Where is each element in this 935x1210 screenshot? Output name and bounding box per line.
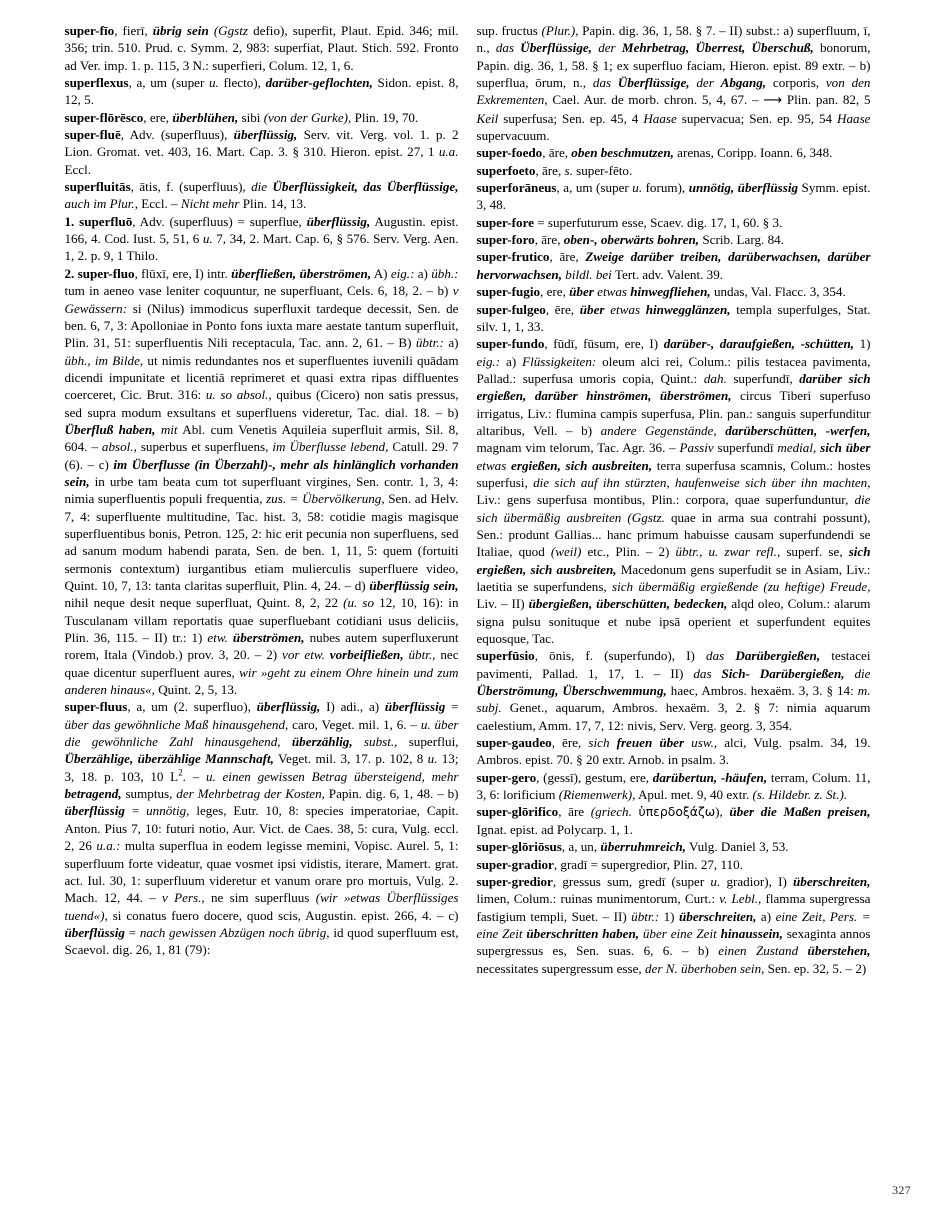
headword: super-fīo — [64, 23, 115, 38]
dictionary-entry: super-fore = superfuturum esse, Scaev. dig. 17, 1, 60. § 3. — [476, 214, 783, 230]
headword: super-fore — [476, 214, 534, 230]
headword: super-fluē — [64, 127, 121, 143]
dictionary-entry: superfluitās, ātis, f. (superfluus), die Überflüssigkeit, das Überflüssige, auch im Plur., Eccl. – Nicht mehr Plin. 14, 13. — [64, 179, 459, 212]
headword: super-gradior — [476, 856, 554, 872]
headword: superforāneus — [476, 180, 557, 196]
headword: super-flōrēsco — [64, 109, 144, 125]
headword: superfoeto — [476, 162, 536, 178]
dictionary-entry-continuation: sup. fructus (Plur.), Papin. dig. 36, 1, 58. § 7. – II) subst.: a) superfluum, ī, n., das Überflüssige, der Mehrbetrag, Überrest, Überschuß, bonorum, Papin. dig. 36, 1, 58. § 1; ex superfluo faciam, Hieron. epist. 89 extr. – b) superflua, ōrum, n., das Überflüssige, der Abgang, corporis, von den Exkrementen, Cael. Aur. de morb. chron. 5, 4, 67. – ⟶ Plin. pan. 82, 5 Keil superfusa; Sen. ep. 45, 4 Haase supervacua; Sen. ep. 95, 54 Haase supervacuum. — [476, 23, 871, 144]
dictionary-entry: super-fluē, Adv. (superfluus), überflüssig, Serv. vit. Verg. vol. 1. p. 2 Lion. Gromat. vet. 403, 16. Mart. Cap. 3. § 310. Hieron. epist. 27, 1 u.a. Eccl. — [64, 127, 459, 177]
dictionary-entry: super-flōrēsco, ere, überblühen, sibi (von der Gurke), Plin. 19, 70. — [64, 109, 419, 125]
dictionary-entry: superfūsio, ōnis, f. (superfundo), I) das Darübergießen, testacei pavimenti, Pallad. 1, 17, 1. – II) das Sich- Darübergießen, die Überströmung, Überschwemmung, haec, Ambros. hexaëm. 3, 3. § 14: m. subj. Genet., aquarum, Ambros. hexaëm. 3, 2. § 7: nimia aquarum caelestium, Amm. 17, 7, 12: nivis, Serv. Verg. georg. 3, 354. — [476, 648, 871, 733]
dictionary-entry: super-fulgeo, ēre, über etwas hinwegglänzen, templa superfulges, Stat. silv. 1, 1, 33. — [476, 301, 871, 334]
headword: super-fugio — [476, 284, 541, 300]
dictionary-entry: superfoeto, āre, s. super-fēto. — [476, 162, 633, 178]
dictionary-entry: super-fīo, fierī, übrig sein (Ggstz defio), superfit, Plaut. Epid. 346; mil. 356; trin. 510. Prud. c. Symm. 2, 983: superfiat, Plaut. Stich. 592. Fronto ad Ver. imp. 1. p. 115, 3 N.: superfieri, Colum. 12, 1, 6. — [64, 23, 459, 73]
page-number: 327 — [892, 1183, 911, 1197]
headword: superflexus — [64, 75, 129, 91]
dictionary-entry: super-foedo, āre, oben beschmutzen, arenas, Coripp. Ioann. 6, 348. — [476, 145, 833, 161]
dictionary-entry: super-glōrifico, āre (griech. ὑπερδοξάζω), über die Maßen preisen, Ignat. epist. ad Polycarp. 1, 1. — [476, 804, 871, 837]
headword: super-frutico — [476, 249, 550, 265]
dictionary-entry: super-fundo, fūdī, fūsum, ere, I) darüber-, daraufgießen, -schütten, 1) eig.: a) Flüssigkeiten: oleum alci rei, Colum.: pilis testacea pavimenta, Pallad.: superfusa umoris copia, Quint.: dah. superfundī, darüber sich ergießen, darüber hinströmen, überströmen, circus Tiberi superfuso irrigatus, Liv.: flumina campis superfusa, Plin. pan.: sanguis superfunditur altaribus, Vell. – b) andere Gegenstände, darüberschütten, -werfen, magnam vim telorum, Tac. Agr. 36. – Passiv superfundī medial, sich über etwas ergießen, sich ausbreiten, terra superfusa scamnis, Colum.: hostes superfusi, die sich auf ihn stürzten, haufenweise sich über ihn machten, Liv.: gens superfusa montibus, Plin.: corpora, quae superfunduntur, die sich übermäßig ausbreiten (Ggstz. quae in arma sua contrahi possunt), Sen.: produnt Gallias... hanc primum habuisse causam superfundendi se Italiae, quod (weil) etc., Plin. – 2) übtr., u. zwar refl., superf. se, sich ergießen, sich ausbreiten, Macedonum gens superfudit se in Asiam, Liv.: laetitia se superfundens, sich übermäßig ergießende (zu heftige) Freude, Liv. – II) übergießen, überschütten, bedecken, alqd oleo, Colum.: alarum signa pulsu sonituque et nube ipsā operient et superfundent equites equosque, Tac. — [476, 336, 871, 647]
headword: super-gredior — [476, 873, 553, 889]
dictionary-entry: super-fluus, a, um (2. superfluo), überflüssig, I) adi., a) überflüssig = über das gewöhnliche Maß hinausgehend, caro, Veget. mil. 1, 6. – u. über die gewöhnliche Zahl hinausgehend, überzählig, subst., superflui, Überzählige, überzählige Mannschaft, Veget. mil. 3, 17. p. 102, 8 u. 13; 3, 18. p. 103, 10 $L^2$. – u. einen gewissen Betrag übersteigend, mehr betragend, sumptus, der Mehrbetrag der Kosten, Papin. dig. 6, 1, 48. – b) überflüssig = unnötig, leges, Eutr. 10, 8: species imperatoriae, Capit. Anton. Pius 7, 10: futuri notio, Aur. Vict. de Caes. 38, 5: cura, Vulg. eccl. 2, 26 u.a.: multa superflua in eodem legisse memini, Vopisc. Aurel. 5, 1: superfluum forte videatur, quae vosmet ipsi vidistis, iterare, Mamert. grat. act. Iul. 30, 1: superfluum videretur et vanum orare pro mortuis, Vulg. 2. Mach. 12, 44. – v Pers., ne sim superfluus (wir »etwas Überflüssiges tuend«), si conatus fuero docere, quod scis, Augustin. epist. 266, 4. – c) überflüssig = nach gewissen Abzügen noch übrig, id quod superfluum est, Scaevol. dig. 26, 1, 81 (79): — [64, 699, 459, 958]
dictionary-entry: superforāneus, a, um (super u. forum), unnötig, überflüssig Symm. epist. 3, 48. — [476, 180, 871, 213]
dictionary-entry: 2. super-fluo, flūxī, ere, I) intr. überfließen, überströmen, A) eig.: a) übh.: tum in aeneo vase leniter coquuntur, ne superfluant, Cels. 6, 18, 2. – b) v Gewässern: si (Nilus) immodicus superfluxit tardeque decessit, Sen. de ben. 6, 7, 3: Apolloniae in Ponto fons iuxta mare aestate tantum superfluit, Plin. 31, 51: superfluentis Nili receptacula, Tac. ann. 2, 61. – B) übtr.: a) übh., im Bilde, ut nimis redundantes nos et superfluentes iuvenili quādam dicendi impunitate et licentiā reprimeret et quasi extra ripas diffluentes coerceret, Cic. Brut. 316: u. so absol., quibus (Cicero) non satis pressus, sed supra modum exsultans et superfluens videretur, Tac. dial. 18. – b) Überfluß haben, mit Abl. cum Venetis Aquileia superfluit armis, Sil. 8, 604. – absol., superbus et superfluens, im Überflusse lebend, Catull. 29. 7 (6). – c) im Überflusse (in Überzahl)-, mehr als hinlänglich vorhanden sein, in urbe tam beata cum tot superfluant virgines, Sen. contr. 1, 3, 4: nimia superfluentis populi frequentia, zus. = Übervölkerung, Sen. ad Helv. 7, 4: superfluente multitudine, Tac. hist. 3, 58: cotidie magis magisque superfluentibus bonis, Petron. 125, 2: hic erit pecunia non superfluens, sed ad sanum modum habendi parata, Sen. de ben. 1, 11, 5: quem (fortuiti sermonis contextum) iurgantibus etiam mulierculis superfluere video, Quint. 10, 7, 13: tanta claritas superfluit, Plin. 4, 24. – d) überflüssig sein, nihil neque desit neque superfluat, Quint. 8, 2, 22 (u. so 12, 10, 16): in Tusculanam villam reportatis quae superfluebant cotidiani usus deliciis, Plin. 36, 115. – II) tr.: 1) etw. überströmen, nubes autem superfluxerunt rorem, Itala (Vindob.) prov. 3, 20. – 2) vor etw. vorbeifließen, übtr., nec quae dicentur superfluent aures, wir »geht zu einem Ohre hinein und zum anderen hinaus«, Quint. 2, 5, 13. — [64, 265, 459, 698]
dictionary-entry: super-gredior, gressus sum, gredī (super u. gradior), I) überschreiten, limen, Colum.: ruinas munimentorum, Curt.: v. Lebl., flamma supergressa fastigium templi, Suet. – II) übtr.: 1) überschreiten, a) eine Zeit, Pers. = eine Zeit überschritten haben, über eine Zeit hinaussein, sexaginta annos supergressus es, Sen. suas. 6, 6. – b) einen Zustand überstehen, necessitates supergressum esse, der N. überhoben sein, Sen. ep. 32, 5. – 2) — [476, 873, 871, 976]
headword: super-glōriōsus — [476, 839, 562, 855]
two-column-layout — [0, 22, 935, 977]
dictionary-entry: super-foro, āre, oben-, oberwärts bohren, Scrib. Larg. 84. — [476, 232, 784, 248]
headword: super-gero — [476, 769, 537, 785]
headword: super-glōrifico — [476, 804, 559, 820]
headword: super-foro — [476, 232, 535, 248]
dictionary-entry: super-frutico, āre, Zweige darüber treiben, darüberwachsen, darüber hervorwachsen, bildl. bei Tert. adv. Valent. 39. — [476, 249, 871, 282]
dictionary-entry: super-gaudeo, ēre, sich freuen über usw., alci, Vulg. psalm. 34, 19. Ambros. epist. 70. § 20 extr. Arnob. in psalm. 3. — [476, 735, 871, 768]
dictionary-entry: super-glōriōsus, a, un, überruhmreich, Vulg. Daniel 3, 53. — [476, 839, 789, 855]
headword: super-fluus — [64, 699, 128, 715]
dictionary-entry: super-gero, (gessī), gestum, ere, darübertun, -häufen, terram, Colum. 11, 3, 6: lorificium (Riemenwerk), Apul. met. 9, 40 extr. (s. Hildebr. z. St.). — [476, 769, 871, 803]
headword: super-foedo — [476, 145, 543, 161]
headword: super-fulgeo — [476, 301, 546, 317]
headword: 1. superfluō — [64, 213, 133, 229]
left-text-column — [65, 22, 459, 959]
headword: super-gaudeo — [476, 735, 552, 751]
headword: superfluitās — [64, 179, 131, 195]
dictionary-entry: super-gradior, gradī = supergredior, Plin. 27, 110. — [476, 856, 743, 872]
dictionary-entry: superflexus, a, um (super u. flecto), darüber-geflochten, Sidon. epist. 8, 12, 5. — [64, 75, 459, 108]
dictionary-entry: 1. superfluō, Adv. (superfluus) = superflue, überflüssig, Augustin. epist. 166, 4. Cod. Iust. 5, 51, 6 u. 7, 34, 2. Mart. Cap. 6, § 576. Serv. Verg. Aen. 1, 2. p. 9, 1 Thilo. — [64, 213, 459, 264]
headword: 2. super-fluo — [64, 265, 135, 281]
headword: superfūsio — [476, 648, 535, 664]
dictionary-entry: super-fugio, ere, über etwas hinwegfliehen, undas, Val. Flacc. 3, 354. — [476, 284, 846, 300]
headword: super-fundo — [476, 336, 545, 352]
right-text-column — [477, 22, 871, 977]
